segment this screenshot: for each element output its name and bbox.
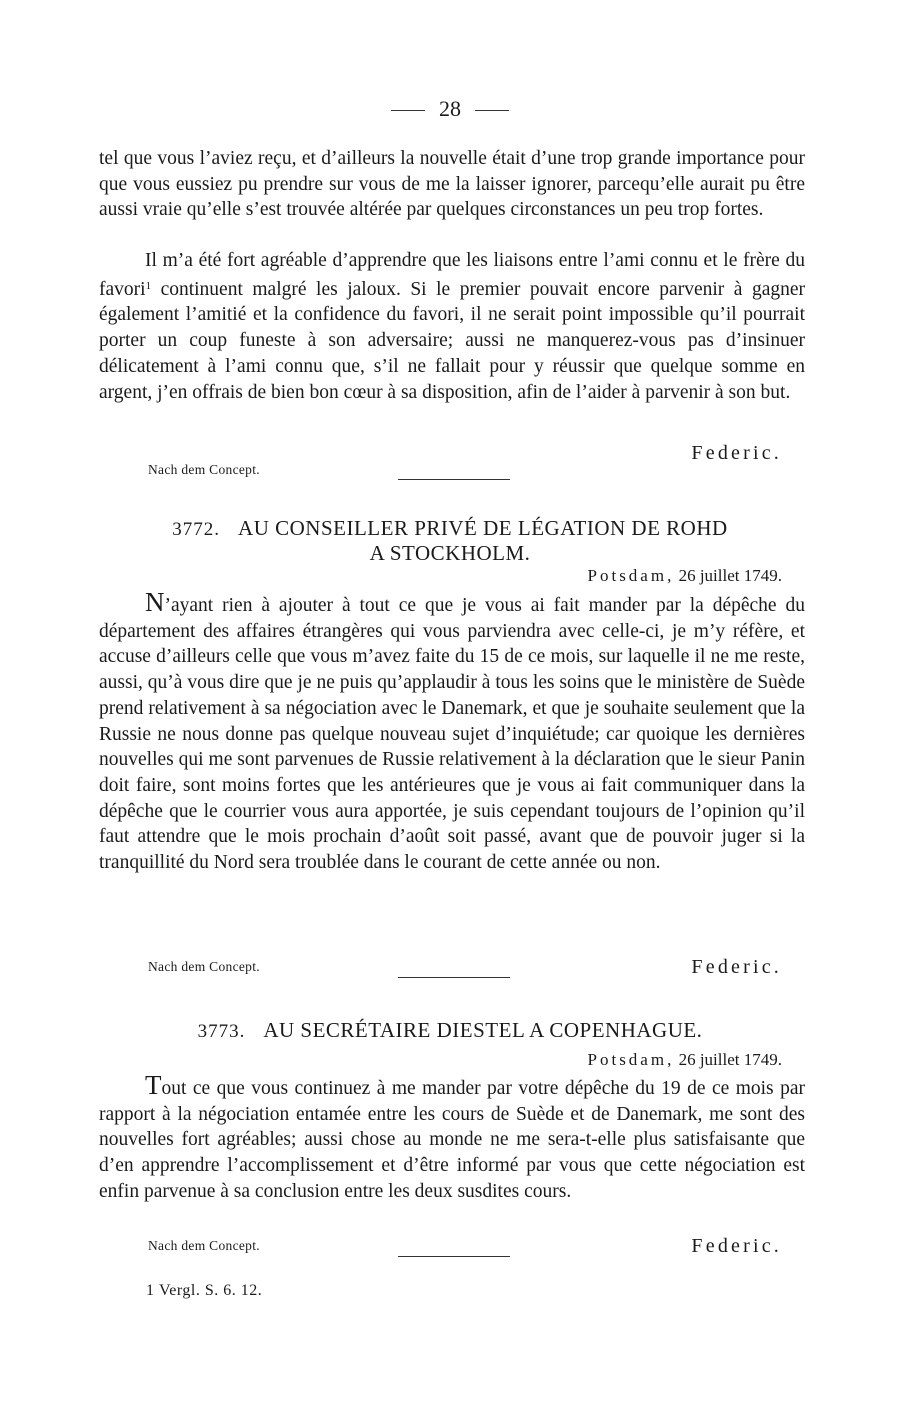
intro-paragraph-2-text-b: continuent malgré les jaloux. Si le premier pouvait encore parvenir à gagner également l’amitié et la confidence du favori, il ne serait point impossible qu’il pourrait porter un coup funeste à son adversaire; aussi ne manquerez-vous pas d’insinuer délicatement à l’ami connu que, s’il ne fallait pour y réussir que quelque somme en argent, j’en offrais de bien bon cœur à sa disposition, afin de l’aider à parvenir à son but. <box>99 278 805 403</box>
letter-3773-title: AU SECRÉTAIRE DIESTEL A COPENHAGUE. <box>263 1018 703 1042</box>
letter-3773-body <box>99 1070 805 1205</box>
letter-3772-title-line2: A STOCKHOLM. <box>369 541 531 565</box>
section-divider-2 <box>398 977 510 978</box>
letter-3773-signature: Federic. <box>691 1235 782 1257</box>
letter-3772-heading <box>0 516 900 541</box>
page-number-text: 28 <box>439 96 461 121</box>
letter-3773-source-note: Nach dem Concept. <box>148 1238 260 1253</box>
letter-3773-number: 3773. <box>197 1021 246 1042</box>
letter-3773-body-text: out ce que vous continuez à me mander par votre dépêche du 19 de ce mois par rapport à la négociation entamée entre les cours de Suède et de Danemark, me sont des nouvelles fort agréables; aussi chose au monde ne me sera-t-elle plus satisfaisante que d’en apprendre l’accomplissement et d’être informé par vous que cette négociation est enfin parvenue à sa conclusion entre les deux susdites cours. <box>99 1078 805 1202</box>
footnote-text: Vergl. S. 6. 12. <box>159 1282 263 1299</box>
letter-3772-initial: N <box>145 587 165 617</box>
footnote-mark: 1 <box>146 1282 155 1299</box>
page-number-dash-left <box>391 110 425 111</box>
section-divider-1 <box>398 479 510 480</box>
letter-3772-signature: Federic. <box>691 956 782 978</box>
letter-3772-number: 3772. <box>172 519 221 540</box>
intro-paragraph-2 <box>99 248 805 405</box>
letter-3773-heading <box>0 1018 900 1043</box>
letter-3773-dateline <box>588 1050 782 1070</box>
intro-source-note: Nach dem Concept. <box>148 462 260 477</box>
letter-3773-date: 26 juillet 1749. <box>678 1050 782 1069</box>
letter-3772-place: Potsdam, <box>587 566 675 585</box>
letter-3772-dateline <box>588 566 782 586</box>
letter-3773-place: Potsdam, <box>587 1050 675 1069</box>
intro-paragraph-1: tel que vous l’aviez reçu, et d’ailleurs la nouvelle était d’une trop grande importance pour que vous eussiez pu prendre sur vous de me la laisser ignorer, parcequ’elle aurait pu être aussi vraie qu’elle s’est trouvée altérée par quelques circonstances un peu trop fortes. <box>99 148 805 221</box>
section-divider-3 <box>398 1256 510 1257</box>
letter-3772-title-line1: AU CONSEILLER PRIVÉ DE LÉGATION DE ROHD <box>238 516 728 540</box>
letter-3772-body <box>99 587 805 876</box>
intro-signature: Federic. <box>691 442 782 464</box>
page-number-dash-right <box>475 110 509 111</box>
letter-3773-initial: T <box>145 1070 162 1100</box>
letter-3772-body-text: ’ayant rien à ajouter à tout ce que je vous ai fait mander par la dépêche du département des affaires étrangères qui vous parviendra avec celle-ci, je m’y réfère, et accuse d’ailleurs celle que vous m’avez faite du 15 de ce mois, sur laquelle il ne me reste, aussi, qu’à vous dire que je ne puis qu’applaudir à tous les soins que le ministère de Suède prend relativement à sa négociation avec le Danemark, et que je souhaite seulement que la Russie ne nous donne pas quelque nouveau sujet d’inquiétude; car quoique les dernières nouvelles qui me sont parvenues de Russie relativement à la déclaration que le sieur Panin doit faire, sont moins fortes que les antérieures que je vous ai fait communiquer dans la dépêche que le courrier vous aura apportée, je suis cependant toujours de l’opinion qu’il faut attendre que le mois prochain d’août soit passé, avant que de pouvoir juger si la tranquillité du Nord sera troublée dans le courant de cette année ou non. <box>99 595 805 874</box>
footnote <box>146 1282 262 1300</box>
intro-paragraph-2-text-a: Il m’a été fort agréable d’apprendre que les liaisons entre l’ami connu et le frère du favori <box>99 250 805 300</box>
letter-3772-source-note: Nach dem Concept. <box>148 959 260 974</box>
page-number <box>0 96 900 122</box>
letter-3772-date: 26 juillet 1749. <box>678 566 782 585</box>
footnote-reference-mark: 1 <box>145 279 152 292</box>
